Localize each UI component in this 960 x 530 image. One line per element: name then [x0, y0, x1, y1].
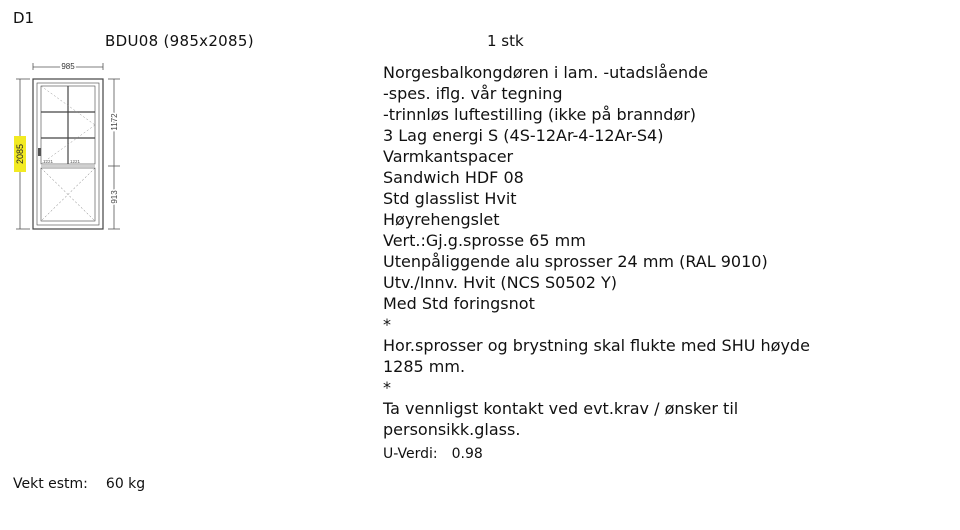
spec-line: Utv./Innv. Hvit (NCS S0502 Y): [383, 273, 617, 292]
upper-section-label: 1172: [110, 113, 119, 131]
spec-line: Varmkantspacer: [383, 147, 514, 166]
spec-line: *: [383, 315, 391, 334]
product-code: BDU08 (985x2085): [105, 32, 254, 50]
spec-line: *: [383, 378, 391, 397]
spec-line: personsikk.glass.: [383, 420, 521, 439]
position-id: D1: [13, 9, 35, 27]
section-label-left: 1221: [43, 159, 54, 164]
quantity: 1 stk: [487, 32, 524, 50]
spec-line: Std glasslist Hvit: [383, 189, 517, 208]
spec-line: Hor.sprosser og brystning skal flukte med SHU høyde: [383, 336, 810, 355]
weight-label: Vekt estm:: [13, 476, 88, 492]
spec-line: Sandwich HDF 08: [383, 168, 524, 187]
spec-line: -spes. iflg. vår tegning: [383, 84, 563, 103]
spec-line: Norgesbalkongdøren i lam. -utadslående: [383, 63, 709, 82]
u-value-number: 0.98: [451, 446, 483, 462]
handle-icon: [38, 148, 41, 156]
u-value: [383, 446, 483, 462]
weight-value: 60 kg: [105, 476, 146, 492]
lower-section-label: 913: [110, 190, 119, 204]
section-label-right: 1221: [70, 159, 81, 164]
spec-list: [383, 62, 810, 440]
door-frame: [33, 79, 103, 229]
spec-line: 1285 mm.: [383, 357, 466, 376]
weight-estimate: [13, 476, 145, 492]
spec-line: Vert.:Gj.g.sprosse 65 mm: [383, 231, 586, 250]
spec-line: -trinnløs luftestilling (ikke på branndør): [383, 105, 697, 124]
door-drawing: [8, 56, 128, 236]
spec-line: Med Std foringsnot: [383, 294, 535, 313]
spec-line: Høyrehengslet: [383, 210, 500, 229]
width-label: 985: [61, 62, 75, 71]
height-label: 2085: [15, 143, 25, 165]
spec-line: Utenpåliggende alu sprosser 24 mm (RAL 9010): [383, 252, 768, 271]
spec-line: 3 Lag energi S (4S-12Ar-4-12Ar-S4): [383, 126, 664, 145]
spec-line: Ta vennligst kontakt ved evt.krav / ønsker til: [383, 399, 739, 418]
u-value-label: U-Verdi:: [383, 446, 438, 462]
